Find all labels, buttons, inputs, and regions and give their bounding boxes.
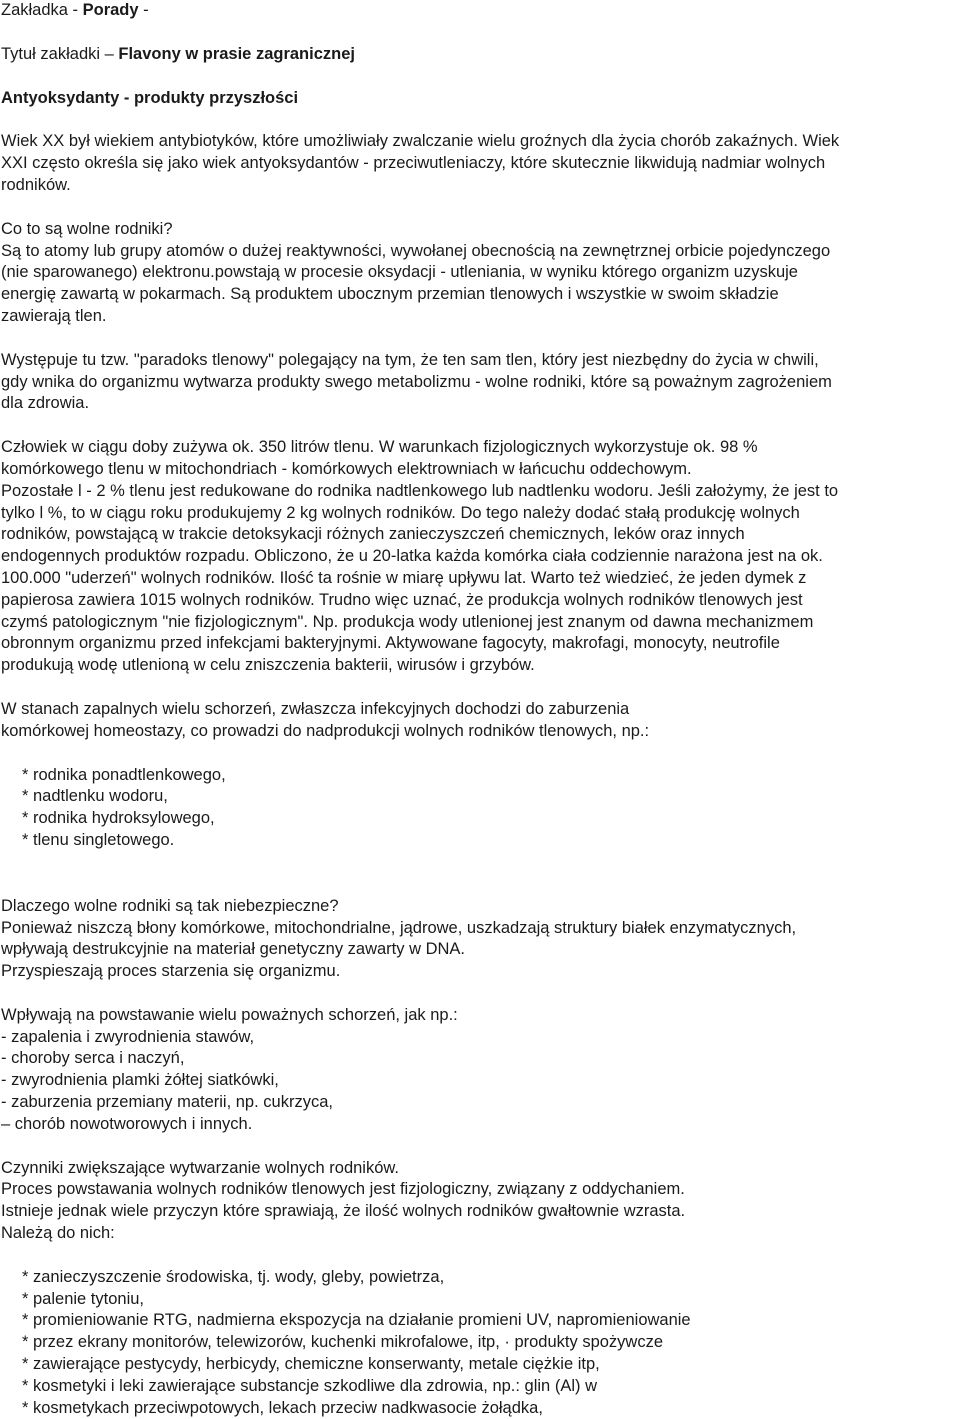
list-item: * nadtlenku wodoru,: [22, 787, 168, 806]
spacer: [1, 1245, 960, 1267]
text-line: rodników.: [1, 175, 71, 194]
spacer: [1, 677, 960, 699]
tab-name: Porady: [82, 1, 139, 19]
text-line: W stanach zapalnych wielu schorzeń, zwłaszcza infekcyjnych dochodzi do zaburzenia: [1, 699, 630, 718]
text-line: komórkowej homeostazy, co prowadzi do nadprodukcji wolnych rodników tlenowych, np.:: [1, 721, 650, 740]
text-line: Pozostałe l - 2 % tlenu jest redukowane do rodnika nadtlenkowego lub nadtlenku wodoru. Jeśli założymy, że jest to: [1, 481, 839, 500]
tab-line: [1, 0, 960, 22]
list-item: * rodnika ponadtlenkowego,: [22, 765, 226, 784]
text-line: Ponieważ niszczą błony komórkowe, mitochondrialne, jądrowe, uszkadzają struktury białek enzymatycznych,: [1, 918, 797, 937]
spacer: [1, 66, 960, 88]
text-line: Należą do nich:: [1, 1224, 115, 1243]
list-item: * tlenu singletowego.: [22, 830, 175, 849]
spacer: [1, 1136, 960, 1158]
paragraph-danger: [1, 918, 960, 983]
list-item: - zwyrodnienia plamki żółtej siatkówki,: [1, 1071, 279, 1090]
text-line: 100.000 "uderzeń" wolnych rodników. Ilość ta rośnie w miarę upływu lat. Warto też wiedzieć, że jeden dymek z: [1, 568, 807, 587]
text-line: papierosa zawiera 1015 wolnych rodników. Trudno więc uznać, że produkcja wolnych rodników tlenowych jest: [1, 590, 803, 609]
text-line: (nie sparowanego) elektronu.powstają w procesie oksydacji - utleniania, w wyniku którego organizm uzyskuje: [1, 263, 798, 282]
list-item: - zaburzenia przemiany materii, np. cukrzyca,: [1, 1093, 333, 1112]
list-item: * zawierające pestycydy, herbicydy, chemiczne konserwanty, metale ciężkie itp,: [22, 1355, 600, 1374]
text-line: Wpływają na powstawanie wielu poważnych schorzeń, jak np.:: [1, 1005, 458, 1024]
text-line: komórkowego tlenu w mitochondriach - komórkowych elektrowniach w łańcuchu oddechowym.: [1, 459, 692, 478]
paragraph-definition: [1, 241, 960, 328]
spacer: [1, 109, 960, 131]
text-line: Występuje tu tzw. "paradoks tlenowy" polegający na tym, że ten sam tlen, który jest niezbędny do życia w chwili,: [1, 350, 819, 369]
question-heading: Czynniki zwiększające wytwarzanie wolnych rodników.: [1, 1158, 399, 1177]
text-line: gdy wnika do organizmu wytwarza produkty swego metabolizmu - wolne rodniki, które są poważnym zagrożeniem: [1, 372, 832, 391]
title-line: [1, 44, 960, 66]
text-line: Proces powstawania wolnych rodników tlenowych jest fizjologiczny, związany z oddychaniem.: [1, 1180, 685, 1199]
list-item: * rodnika hydroksylowego,: [22, 809, 215, 828]
list-item: * promieniowanie RTG, nadmierna ekspozycja na działanie promieni UV, napromieniowanie: [22, 1311, 691, 1330]
paragraph-factors: [1, 1179, 960, 1244]
list-item: – chorób nowotworowych i innych.: [1, 1114, 253, 1133]
text-line: Wiek XX był wiekiem antybiotyków, które umożliwiały zwalczanie wielu groźnych dla życia chorób zakaźnych. Wiek: [1, 132, 840, 151]
spacer: [1, 852, 960, 896]
text-line: tylko l %, to w ciągu roku produkujemy 2 kg wolnych rodników. Do tego należy dodać stałą produkcję wolnych: [1, 503, 800, 522]
text-line: obronnym organizmu przed infekcjami bakteryjnymi. Aktywowane fagocyty, makrofagi, monocyty, neutrofile: [1, 634, 780, 653]
question-heading: Co to są wolne rodniki?: [1, 219, 173, 238]
spacer: [1, 197, 960, 219]
text-line: energię zawartą w pokarmach. Są produktem ubocznym przemian tlenowych i wszystkie w swoim składzie: [1, 285, 779, 304]
list-item: * palenie tytoniu,: [22, 1289, 145, 1308]
spacer: [1, 22, 960, 44]
text-line: produkują wodę utlenioną w celu zniszczenia bakterii, wirusów i grzybów.: [1, 656, 535, 675]
paragraph-intro: [1, 131, 960, 196]
text-line: endogennych produktów rozpadu. Obliczono, że u 20-latka każda komórka ciała codziennie narażona jest na ok.: [1, 547, 823, 566]
tab-suffix: -: [138, 1, 149, 19]
disease-list: [1, 1027, 960, 1136]
paragraph-paradox: [1, 350, 960, 415]
text-line: rodników, powstającą w trakcie detoksykacji różnych zanieczyszczeń chemicznych, leków oraz innych: [1, 525, 745, 544]
paragraph-oxygen: [1, 437, 960, 677]
text-line: Są to atomy lub grupy atomów o dużej reaktywności, wywołanej obecnością na zewnętrznej orbicie pojedynczego: [1, 241, 831, 260]
text-line: zawierają tlen.: [1, 306, 107, 325]
text-line: dla zdrowia.: [1, 394, 90, 413]
subtitle: Antyoksydanty - produkty przyszłości: [1, 88, 299, 107]
question-heading: Dlaczego wolne rodniki są tak niebezpieczne?: [1, 896, 339, 915]
tab-prefix: Zakładka -: [1, 1, 83, 19]
title-value: Flavony w prasie zagranicznej: [118, 44, 355, 63]
list-item: * zanieczyszczenie środowiska, tj. wody, gleby, powietrza,: [22, 1267, 445, 1286]
spacer: [1, 415, 960, 437]
text-line: czymś patologicznym "nie fizjologicznym". Np. produkcja wody utlenionej jest znanym od dawna mechanizmem: [1, 612, 814, 631]
text-line: Przyspieszają proces starzenia się organizmu.: [1, 962, 341, 981]
radical-list: [1, 765, 960, 852]
text-line: Człowiek w ciągu doby zużywa ok. 350 litrów tlenu. W warunkach fizjologicznych wykorzystuje ok. 98 %: [1, 438, 758, 457]
list-item: * kosmetykach przeciwpotowych, lekach przeciw nadkwasocie żołądka,: [22, 1398, 543, 1417]
title-prefix: Tytuł zakładki –: [1, 44, 119, 63]
spacer: [1, 743, 960, 765]
text-line: XXI często określa się jako wiek antyoksydantów - przeciwutleniaczy, które skutecznie likwidują nadmiar wolnych: [1, 154, 826, 173]
list-item: - zapalenia i zwyrodnienia stawów,: [1, 1027, 255, 1046]
paragraph-inflammation: [1, 699, 960, 743]
spacer: [1, 983, 960, 1005]
text-line: wpływają destrukcyjnie na materiał genetyczny zawarty w DNA.: [1, 940, 466, 959]
list-item: - choroby serca i naczyń,: [1, 1049, 185, 1068]
list-item: * kosmetyki i leki zawierające substancje szkodliwe dla zdrowia, np.: glin (Al) w: [22, 1376, 597, 1395]
list-item: * przez ekrany monitorów, telewizorów, kuchenki mikrofalowe, itp, · produkty spożywcze: [22, 1333, 664, 1352]
text-line: Istnieje jednak wiele przyczyn które sprawiają, że ilość wolnych rodników gwałtownie wzrasta.: [1, 1202, 686, 1221]
factor-list: [1, 1267, 960, 1419]
spacer: [1, 328, 960, 350]
